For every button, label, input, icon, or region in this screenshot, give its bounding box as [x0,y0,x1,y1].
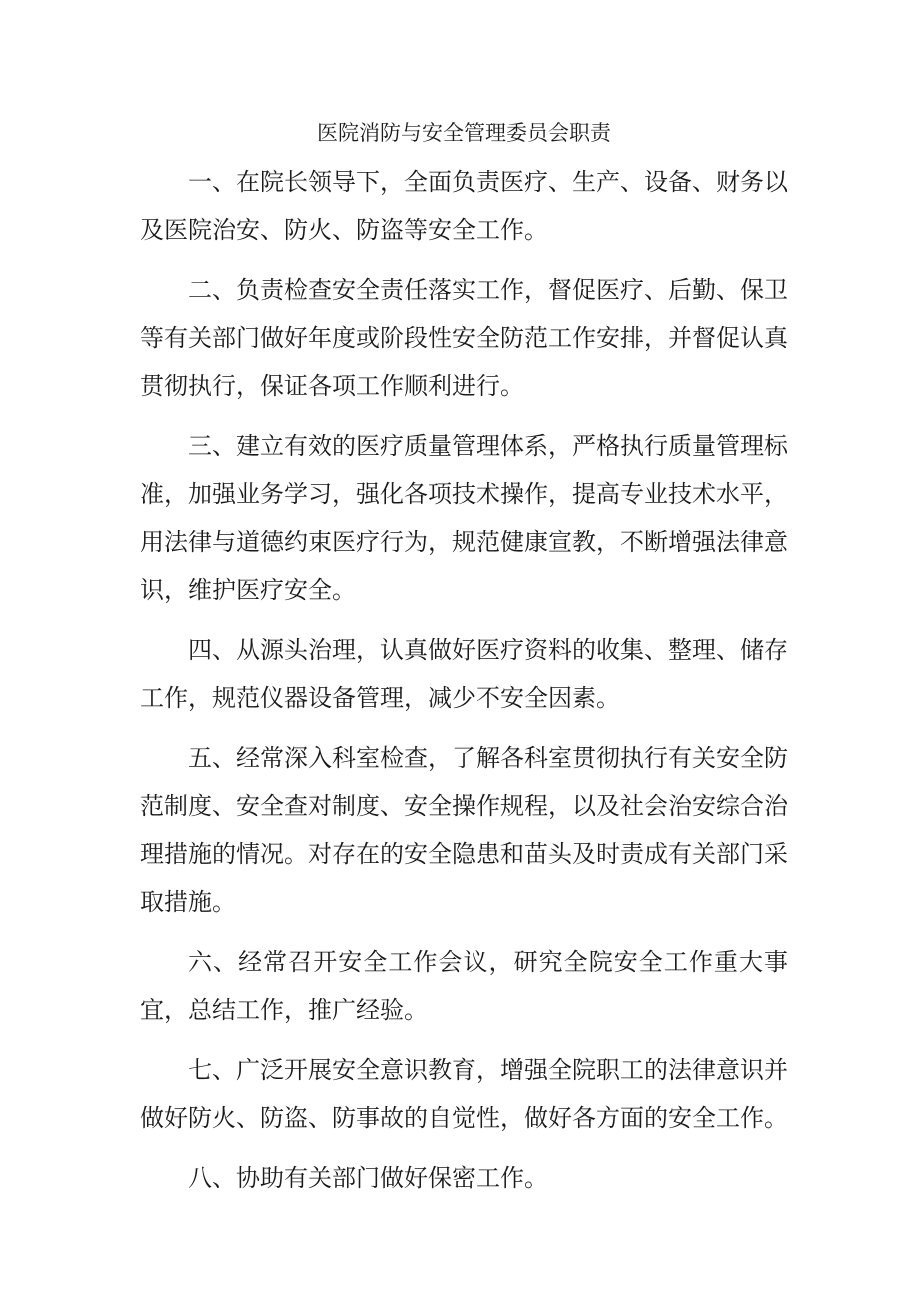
paragraph-8: 八、协助有关部门做好保密工作。 [188,1164,548,1192]
paragraph-2: 二、负责检查安全责任落实工作，督促医疗、后勤、保卫等有关部门做好年度或阶段性安全防范工作安排，并督促认真贯彻执行，保证各项工作顺利进行。 [140,276,788,400]
paragraph-5: 五、经常深入科室检查，了解各科室贯彻执行有关安全防范制度、安全查对制度、安全操作规程，以及社会治安综合治理措施的情况。对存在的安全隐患和苗头及时责成有关部门采取措施。 [140,744,788,916]
paragraph-6: 六、经常召开安全工作会议，研究全院安全工作重大事宜，总结工作，推广经验。 [140,948,788,1024]
paragraph-4: 四、从源头治理，认真做好医疗资料的收集、整理、储存工作，规范仪器设备管理，减少不安全因素。 [140,636,788,712]
paragraph-1: 一、在院长领导下，全面负责医疗、生产、设备、财务以及医院治安、防火、防盗等安全工作。 [140,168,788,244]
document-content [140,112,788,1214]
paragraph-3: 三、建立有效的医疗质量管理体系，严格执行质量管理标准，加强业务学习，强化各项技术操作，提高专业技术水平，用法律与道德约束医疗行为，规范健康宣教，不断增强法律意识，维护医疗安全。 [140,432,788,604]
page-title: 医院消防与安全管理委员会职责 [317,121,611,145]
paragraph-7: 七、广泛开展安全意识教育，增强全院职工的法律意识并做好防火、防盗、防事故的自觉性，做好各方面的安全工作。 [140,1056,788,1132]
